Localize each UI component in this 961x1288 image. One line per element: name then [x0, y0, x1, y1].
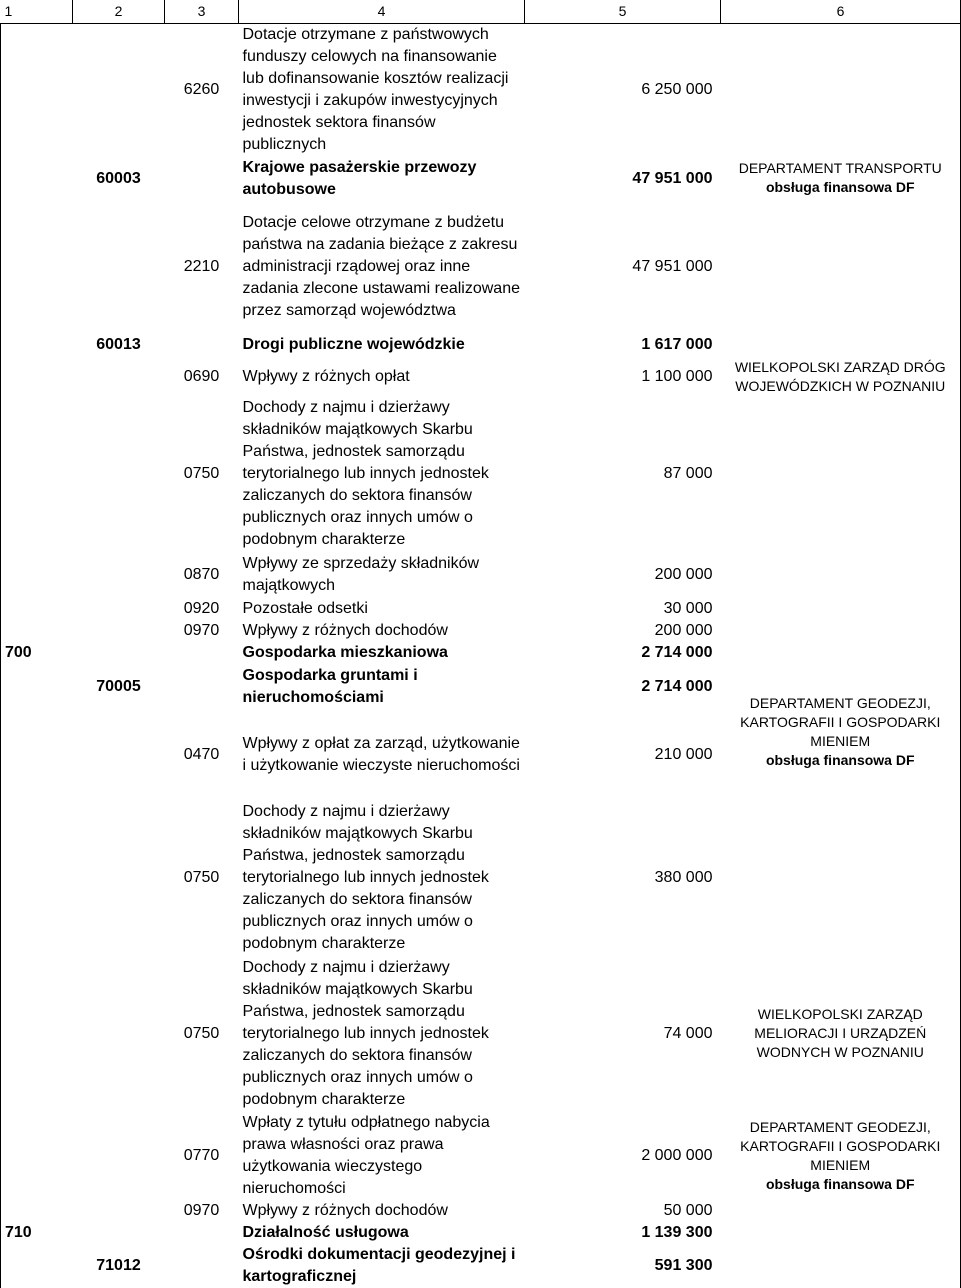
dzial-cell: [1, 552, 73, 598]
rozdzial-cell: [73, 710, 165, 800]
description-cell: Wpływy z różnych opłat: [242, 367, 410, 385]
amount-cell: 200 000: [654, 565, 713, 583]
rozdzial-cell: 60003: [96, 169, 141, 187]
rozdzial-cell: [73, 642, 165, 664]
paragraf-cell: 6260: [183, 80, 220, 98]
paragraf-cell: 2210: [183, 257, 220, 275]
dzial-cell: [1, 358, 73, 396]
table-row: [1, 664, 961, 710]
header-col-4: 4: [239, 0, 525, 23]
note-line: MIENIEM: [810, 1156, 871, 1173]
table-row: [1, 1200, 961, 1222]
paragraf-cell: 0970: [183, 1201, 220, 1219]
table-row: [1, 956, 961, 1112]
paragraf-cell: 0750: [183, 868, 220, 886]
description-cell: Wpływy z opłat za zarząd, użytkowanie i użytkowanie wieczyste nieruchomości: [242, 734, 520, 774]
note-department-transport: [721, 23, 961, 332]
paragraf-cell: 0970: [183, 621, 220, 639]
dzial-cell: [1, 620, 73, 642]
dzial-cell: [1, 396, 73, 552]
rozdzial-cell: 60013: [96, 335, 141, 353]
rozdzial-cell: 70005: [96, 677, 141, 695]
note-empty: [721, 1200, 961, 1288]
dzial-cell: [1, 1112, 73, 1200]
note-line: DEPARTAMENT TRANSPORTU: [738, 159, 942, 176]
table-row: [1, 332, 961, 358]
description-cell: Ośrodki dokumentacji geodezyjnej i kartograficznej: [242, 1245, 516, 1285]
dzial-cell: [1, 332, 73, 358]
amount-cell: 1 617 000: [641, 335, 713, 353]
amount-cell: 6 250 000: [641, 80, 713, 98]
paragraf-cell: 0750: [183, 464, 220, 482]
paragraf-cell: 0870: [183, 565, 220, 583]
rozdzial-cell: [73, 23, 165, 156]
table-row: [1, 800, 961, 956]
dzial-cell: [1, 710, 73, 800]
description-cell: Dochody z najmu i dzierżawy składników majątkowych Skarbu Państwa, jednostek samorządu terytorialnego lub innych jednostek zaliczanych do sektora finansów publicznych oraz innych umów o podobnym charakterze: [242, 802, 489, 952]
note-line: MELIORACJI I URZĄDZEŃ: [754, 1025, 927, 1041]
amount-cell: 210 000: [654, 745, 713, 763]
description-cell: Wpłaty z tytułu odpłatnego nabycia prawa własności oraz prawa użytkowania wieczystego nieruchomości: [242, 1113, 490, 1197]
rozdzial-cell: [73, 800, 165, 956]
amount-cell: 2 714 000: [641, 677, 713, 695]
table-row: [1, 396, 961, 552]
amount-cell: 1 139 300: [641, 1223, 713, 1241]
rozdzial-cell: [73, 396, 165, 552]
note-empty: [721, 642, 961, 664]
note-department-geodezja: [721, 1112, 961, 1200]
table-row: [1, 642, 961, 664]
description-cell: Dotacje otrzymane z państwowych funduszy celowych na finansowanie lub dofinansowanie kosztów realizacji inwestycji i zakupów inwestycyjnych jednostek sektora finansów publicznych: [242, 25, 509, 153]
amount-cell: 591 300: [654, 1256, 713, 1274]
paragraf-cell: [165, 664, 239, 710]
note-empty: [721, 396, 961, 642]
description-cell: Dochody z najmu i dzierżawy składników majątkowych Skarbu Państwa, jednostek samorządu terytorialnego lub innych jednostek zaliczanych do sektora finansów publicznych oraz innych umów o podobnym charakterze: [242, 958, 489, 1108]
dzial-cell: [1, 800, 73, 956]
amount-cell: 47 951 000: [632, 257, 713, 275]
note-line-df: obsługa finansowa DF: [765, 178, 915, 195]
note-department-geodezja: [721, 664, 961, 800]
description-cell: Dochody z najmu i dzierżawy składników majątkowych Skarbu Państwa, jednostek samorządu terytorialnego lub innych jednostek zaliczanych do sektora finansów publicznych oraz innych umów o podobnym charakterze: [242, 398, 489, 548]
rozdzial-cell: [73, 358, 165, 396]
amount-cell: 74 000: [663, 1024, 713, 1042]
amount-cell: 2 000 000: [641, 1146, 713, 1164]
rozdzial-cell: [73, 202, 165, 332]
dzial-cell: [1, 956, 73, 1112]
table-row: [1, 358, 961, 396]
rozdzial-cell: [73, 1200, 165, 1222]
amount-cell: 87 000: [663, 464, 713, 482]
description-cell: Wpływy ze sprzedaży składników majątkowych: [242, 554, 480, 594]
amount-cell: 2 714 000: [641, 643, 713, 661]
note-line-df: obsługa finansowa DF: [765, 1175, 915, 1192]
paragraf-cell: [165, 332, 239, 358]
amount-cell: 200 000: [654, 621, 713, 639]
description-cell: Wpływy z różnych dochodów: [242, 621, 448, 639]
description-cell: Gospodarka mieszkaniowa: [242, 643, 448, 661]
note-line: WIELKOPOLSKI ZARZĄD DRÓG: [734, 358, 946, 375]
note-empty: [721, 800, 961, 956]
amount-cell: 50 000: [663, 1201, 713, 1219]
rozdzial-cell: [73, 598, 165, 620]
note-wzdw: [721, 358, 961, 396]
header-col-6: 6: [721, 0, 961, 23]
description-cell: Działalność usługowa: [242, 1223, 409, 1241]
amount-cell: 380 000: [654, 868, 713, 886]
dzial-cell: [1, 664, 73, 710]
rozdzial-cell: 71012: [96, 1256, 141, 1274]
paragraf-cell: 0920: [183, 599, 220, 617]
rozdzial-cell: [73, 620, 165, 642]
note-wzmiuw: [721, 956, 961, 1112]
description-cell: Krajowe pasażerskie przewozy autobusowe: [242, 158, 477, 198]
paragraf-cell: 0750: [183, 1024, 220, 1042]
paragraf-cell: 0470: [183, 745, 220, 763]
description-cell: Dotacje celowe otrzymane z budżetu państwa na zadania bieżące z zakresu administracji rządowej oraz inne zadania zlecone ustawami realizowane przez samorząd województwa: [242, 213, 520, 319]
amount-cell: 47 951 000: [632, 169, 713, 187]
dzial-cell: [1, 598, 73, 620]
dzial-cell: [1, 1244, 73, 1288]
note-line: DEPARTAMENT GEODEZJI,: [749, 694, 931, 711]
rozdzial-cell: [73, 1112, 165, 1200]
note-line: KARTOGRAFII I GOSPODARKI: [740, 1137, 941, 1154]
note-line: WODNYCH W POZNANIU: [756, 1044, 924, 1060]
paragraf-cell: 0770: [183, 1146, 220, 1164]
dzial-cell: 710: [1, 1222, 73, 1244]
header-col-5: 5: [525, 0, 721, 23]
header-col-1: 1: [1, 0, 73, 23]
paragraf-cell: [165, 642, 239, 664]
amount-cell: 1 100 000: [641, 367, 713, 385]
header-row: [1, 0, 961, 23]
paragraf-cell: [165, 1222, 239, 1244]
paragraf-cell: 0690: [183, 367, 220, 385]
amount-cell: 30 000: [663, 599, 713, 617]
dzial-cell: 700: [1, 642, 73, 664]
note-line: KARTOGRAFII I GOSPODARKI: [740, 713, 941, 730]
description-cell: Wpływy z różnych dochodów: [242, 1201, 448, 1219]
rozdzial-cell: [73, 956, 165, 1112]
description-cell: Gospodarka gruntami i nieruchomościami: [242, 666, 418, 706]
description-cell: Pozostałe odsetki: [242, 599, 368, 617]
note-empty: [721, 332, 961, 358]
paragraf-cell: [165, 1244, 239, 1288]
dzial-cell: [1, 156, 73, 202]
header-col-3: 3: [165, 0, 239, 23]
table-row: [1, 1112, 961, 1200]
note-line: WOJEWÓDZKICH W POZNANIU: [735, 377, 946, 394]
note-line: WIELKOPOLSKI ZARZĄD: [757, 1006, 923, 1022]
rozdzial-cell: [73, 552, 165, 598]
rozdzial-cell: [73, 1222, 165, 1244]
dzial-cell: [1, 202, 73, 332]
note-line-df: obsługa finansowa DF: [765, 751, 915, 768]
dzial-cell: [1, 1200, 73, 1222]
paragraf-cell: [165, 156, 239, 202]
note-line: DEPARTAMENT GEODEZJI,: [749, 1118, 931, 1135]
description-cell: Drogi publiczne wojewódzkie: [242, 335, 465, 353]
dzial-cell: [1, 23, 73, 156]
table-row: [1, 23, 961, 156]
header-col-2: 2: [73, 0, 165, 23]
note-line: MIENIEM: [810, 732, 871, 749]
